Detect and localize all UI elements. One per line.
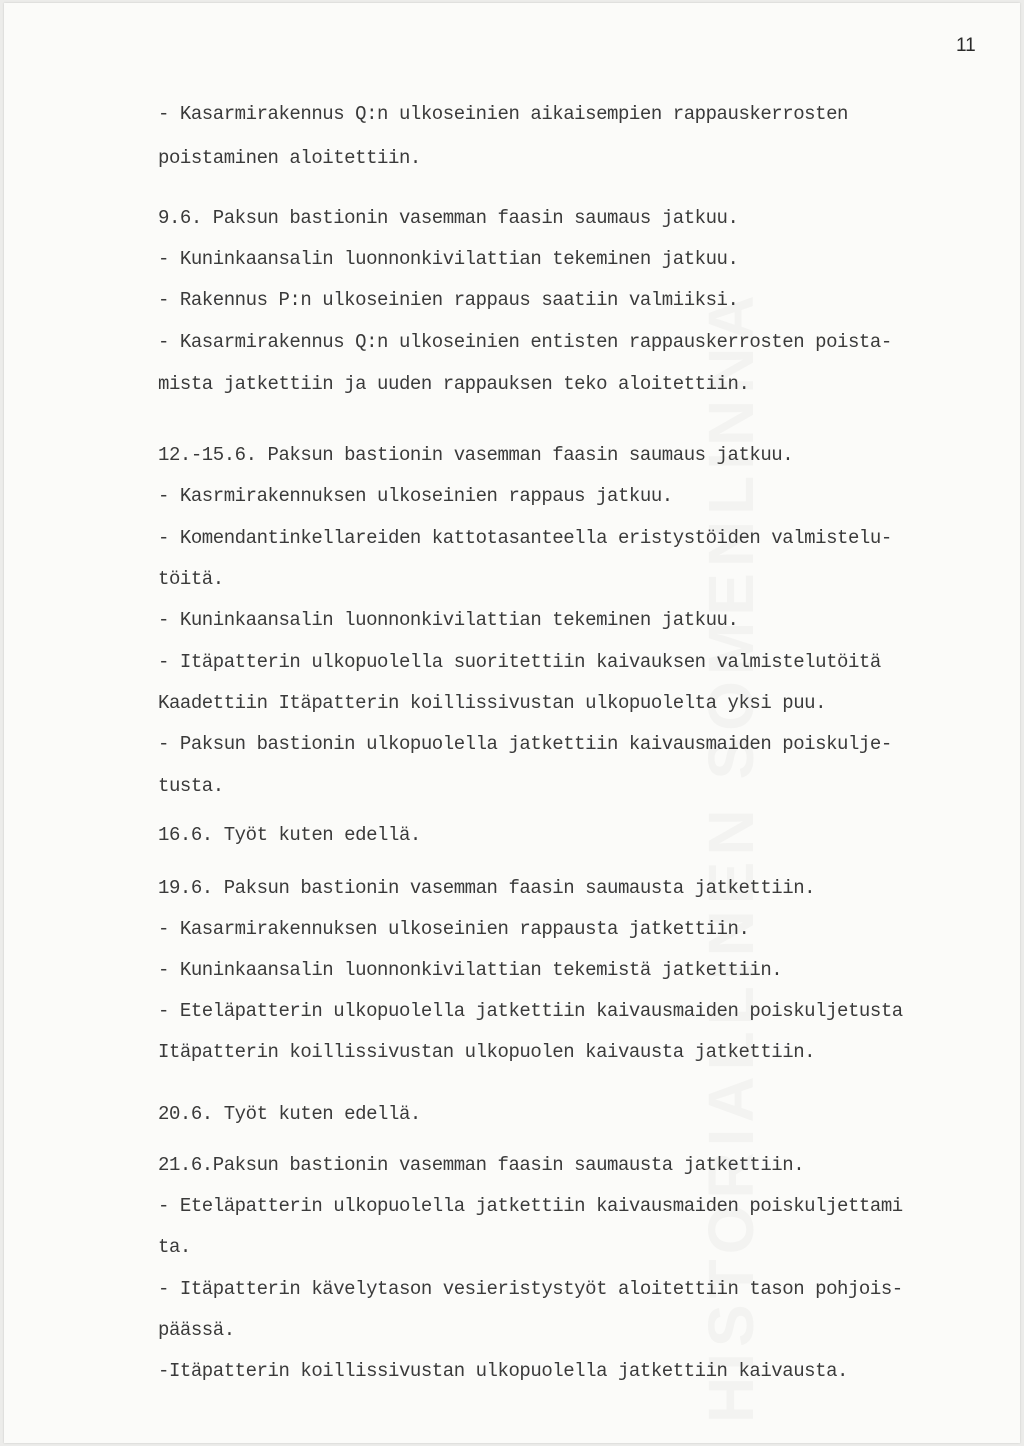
- text-line: 19.6. Paksun bastionin vasemman faasin saumausta jatkettiin.: [158, 877, 816, 899]
- document-page: [4, 3, 1020, 1443]
- text-line: - Kuninkaansalin luonnonkivilattian tekeminen jatkuu.: [158, 248, 739, 270]
- text-line: Kaadettiin Itäpatterin koillissivustan ulkopuolelta yksi puu.: [158, 692, 827, 714]
- text-line: ta.: [158, 1236, 191, 1258]
- text-line: - Kasrmirakennuksen ulkoseinien rappaus jatkuu.: [158, 485, 673, 507]
- text-line: poistaminen aloitettiin.: [158, 147, 421, 169]
- text-line: - Itäpatterin kävelytason vesieristystyöt aloitettiin tason pohjois-: [158, 1278, 903, 1300]
- text-line: - Kuninkaansalin luonnonkivilattian tekemistä jatkettiin.: [158, 959, 783, 981]
- text-line: - Kasarmirakennuksen ulkoseinien rappausta jatkettiin.: [158, 918, 750, 940]
- text-line: - Paksun bastionin ulkopuolella jatkettiin kaivausmaiden poiskulje-: [158, 733, 892, 755]
- text-line: - Eteläpatterin ulkopuolella jatkettiin kaivausmaiden poiskuljettami: [158, 1195, 903, 1217]
- text-line: töitä.: [158, 568, 224, 590]
- text-line: mista jatkettiin ja uuden rappauksen teko aloitettiin.: [158, 373, 750, 395]
- text-line: - Itäpatterin ulkopuolella suoritettiin kaivauksen valmistelutöitä: [158, 651, 881, 673]
- page-number: 11: [956, 35, 976, 56]
- text-line: 20.6. Työt kuten edellä.: [158, 1103, 421, 1125]
- text-line: päässä.: [158, 1319, 235, 1341]
- text-line: tusta.: [158, 775, 224, 797]
- text-line: 9.6. Paksun bastionin vasemman faasin saumaus jatkuu.: [158, 207, 739, 229]
- text-line: - Komendantinkellareiden kattotasanteella eristystöiden valmistelu-: [158, 527, 892, 549]
- text-line: 16.6. Työt kuten edellä.: [158, 824, 421, 846]
- text-line: 12.-15.6. Paksun bastionin vasemman faasin saumaus jatkuu.: [158, 444, 794, 466]
- text-line: - Kuninkaansalin luonnonkivilattian tekeminen jatkuu.: [158, 609, 739, 631]
- text-line: -Itäpatterin koillissivustan ulkopuolella jatkettiin kaivausta.: [158, 1360, 848, 1382]
- text-line: - Rakennus P:n ulkoseinien rappaus saatiin valmiiksi.: [158, 289, 739, 311]
- text-line: 21.6.Paksun bastionin vasemman faasin saumausta jatkettiin.: [158, 1154, 805, 1176]
- text-line: - Kasarmirakennus Q:n ulkoseinien aikaisempien rappauskerrosten: [158, 103, 848, 125]
- text-line: Itäpatterin koillissivustan ulkopuolen kaivausta jatkettiin.: [158, 1041, 816, 1063]
- watermark: HISTORIALLINEN SOMENLINNA: [695, 289, 767, 1423]
- text-line: - Eteläpatterin ulkopuolella jatkettiin kaivausmaiden poiskuljetusta: [158, 1000, 903, 1022]
- text-line: - Kasarmirakennus Q:n ulkoseinien entisten rappauskerrosten poista-: [158, 331, 892, 353]
